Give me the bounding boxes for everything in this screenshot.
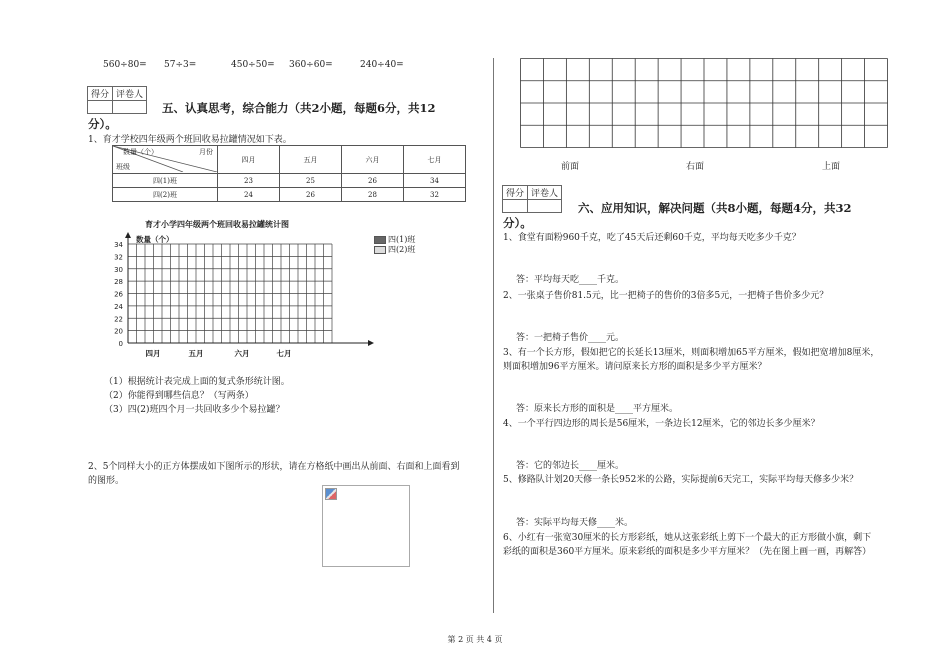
column-divider	[493, 58, 494, 613]
month-header: 六月	[342, 146, 404, 174]
corner-quantity: 数量（个）	[123, 148, 158, 156]
legend-item-2	[374, 244, 415, 255]
month-header: 七月	[404, 146, 466, 174]
recycle-table	[112, 145, 466, 202]
question-4: 4、一个平行四边形的周长是56厘米，一条边长12厘米，它的邻边长多少厘米？	[503, 419, 820, 429]
grader-cell[interactable]	[113, 101, 147, 114]
arith-2: 57÷3=	[164, 60, 197, 70]
legend-swatch-dark	[374, 236, 386, 244]
broken-image-icon	[325, 488, 337, 500]
score-cell[interactable]	[503, 200, 528, 213]
corner-month: 月份	[199, 148, 213, 156]
q1-sub-3: （3）四(2)班四个月一共回收多少个易拉罐？	[104, 405, 285, 415]
arith-4: 360÷60=	[289, 60, 333, 70]
q2-line2: 的图形。	[88, 476, 125, 486]
x-axis-arrow	[368, 340, 374, 346]
y-tick-label: 24	[114, 302, 123, 311]
table-cell: 26	[280, 188, 342, 202]
y-tick-label: 30	[114, 265, 123, 274]
legend-label: 四(2)班	[388, 245, 416, 254]
question-6: 6、小红有一张宽30厘米的长方形彩纸，她从这张彩纸上剪下一个最大的正方形做小旗，剩下	[503, 533, 872, 543]
view-drawing-grid[interactable]	[520, 58, 888, 148]
q2-line1: 2、5个同样大小的正方体摆成如下图所示的形状，请在方格纸中画出从前面、右面和上面看到	[88, 462, 460, 472]
table-cell: 23	[218, 174, 280, 188]
y-tick-label: 34	[114, 241, 123, 249]
table-cell: 28	[342, 188, 404, 202]
section6-title: 六、应用知识，解决问题（共8小题，每题4分，共32	[578, 201, 852, 215]
month-header: 四月	[218, 146, 280, 174]
bar-chart-grid[interactable]	[100, 232, 375, 360]
score-box-6	[502, 185, 562, 213]
section5-title: 五、认真思考，综合能力（共2小题，每题6分，共12	[162, 101, 436, 115]
view-label-front: 前面	[561, 162, 580, 172]
grader-label: 评卷人	[528, 186, 562, 200]
answer-2: 答：一把椅子售价____元。	[516, 333, 625, 343]
section5-title-cont: 分）。	[88, 117, 117, 131]
arith-1: 560÷80=	[103, 60, 147, 70]
y-tick-label: 22	[114, 315, 123, 324]
y-tick-label: 0	[118, 340, 123, 348]
table-corner	[113, 146, 218, 174]
question-5: 5、修路队计划20天修一条长952米的公路，实际提前6天完工，实际平均每天修多少米？	[503, 475, 859, 485]
x-category-label: 四月	[145, 349, 161, 358]
legend-label: 四(1)班	[388, 235, 416, 244]
y-tick-label: 28	[114, 278, 123, 287]
table-cell: 34	[404, 174, 466, 188]
x-category-label: 五月	[188, 349, 204, 358]
view-label-right: 右面	[686, 162, 705, 172]
table-cell: 24	[218, 188, 280, 202]
page-footer: 第 2 页 共 4 页	[447, 635, 503, 644]
answer-4: 答：它的邻边长____厘米。	[516, 461, 625, 471]
q1-sub-1: （1）根据统计表完成上面的复式条形统计图。	[104, 377, 290, 387]
arith-3: 450÷50=	[231, 60, 275, 70]
table-cell: 25	[280, 174, 342, 188]
x-category-label: 七月	[276, 349, 292, 358]
cube-figure-placeholder	[322, 485, 410, 567]
y-tick-label: 26	[114, 290, 123, 299]
view-label-top: 上面	[822, 162, 841, 172]
grader-cell[interactable]	[528, 200, 562, 213]
answer-3: 答：原来长方形的面积是____平方厘米。	[516, 404, 679, 414]
question-3: 3、有一个长方形，假如把它的长延长13厘米，则面积增加65平方厘米，假如把宽增加8厘米，	[503, 348, 880, 358]
score-box-5	[87, 86, 147, 114]
answer-5: 答：实际平均每天修____米。	[516, 518, 634, 528]
question-2: 2、一张桌子售价81.5元，比一把椅子的售价的3倍多5元，一把椅子售价多少元？	[503, 291, 829, 301]
arith-5: 240÷40=	[360, 60, 404, 70]
table-cell: 32	[404, 188, 466, 202]
row-class: 四(1)班	[113, 174, 218, 188]
row-class: 四(2)班	[113, 188, 218, 202]
legend-swatch-light	[374, 246, 386, 254]
y-axis-arrow	[125, 232, 131, 238]
corner-class: 班级	[116, 163, 130, 171]
y-axis-label: 数量（个）	[136, 235, 174, 244]
chart-title: 育才小学四年级两个班回收易拉罐统计图	[145, 219, 289, 229]
grader-label: 评卷人	[113, 87, 147, 101]
score-label: 得分	[88, 87, 113, 101]
table-cell: 26	[342, 174, 404, 188]
y-tick-label: 20	[114, 327, 123, 336]
score-cell[interactable]	[88, 101, 113, 114]
q1-intro: 1、育才学校四年级两个班回收易拉罐情况如下表。	[88, 135, 292, 145]
month-header: 五月	[280, 146, 342, 174]
question-3-cont: 则面积增加96平方厘米。请问原来长方形的面积是多少平方厘米？	[503, 362, 767, 372]
question-1: 1、食堂有面粉960千克，吃了45天后还剩60千克，平均每天吃多少千克？	[503, 233, 801, 243]
x-category-label: 六月	[234, 349, 250, 358]
question-6-cont: 彩纸的面积是360平方厘米。原来彩纸的面积是多少平方厘米？（先在图上画一画，再解答）	[503, 547, 872, 557]
section6-title-cont: 分）。	[503, 216, 532, 230]
q1-sub-2: （2）你能得到哪些信息？（写两条）	[104, 391, 254, 401]
answer-1: 答：平均每天吃____千克。	[516, 275, 625, 285]
score-label: 得分	[503, 186, 528, 200]
y-tick-label: 32	[114, 253, 123, 262]
